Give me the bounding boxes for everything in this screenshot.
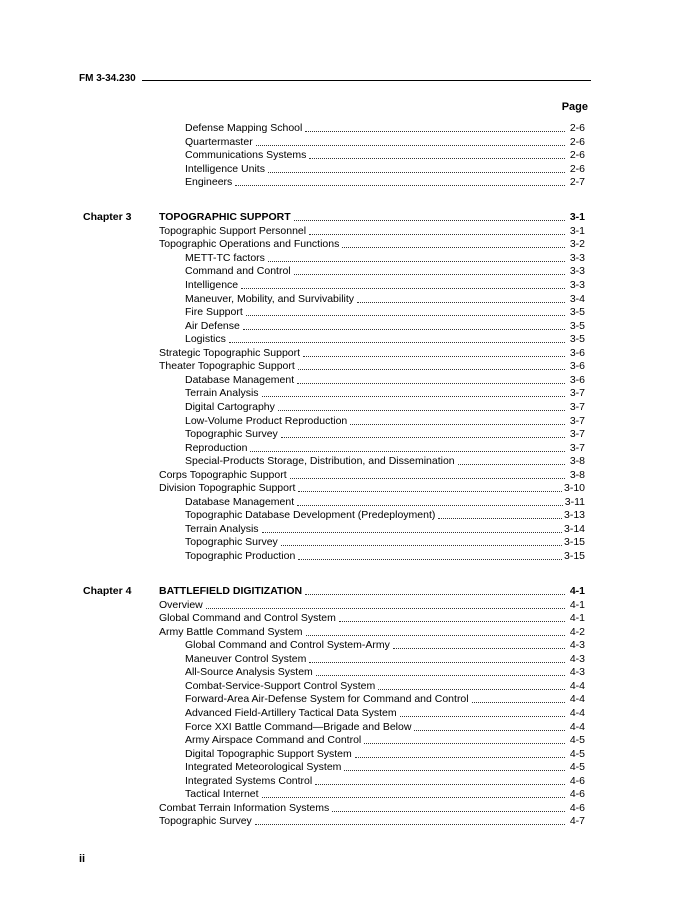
- toc-entry-page: 3-8: [569, 468, 585, 481]
- toc-entry-title: Topographic Survey: [185, 428, 278, 441]
- dot-leader: [303, 356, 565, 357]
- toc-entry[interactable]: [185, 638, 585, 652]
- toc-entry[interactable]: [185, 427, 585, 441]
- dot-leader: [316, 675, 565, 676]
- toc-entry[interactable]: [185, 774, 585, 788]
- toc-entry-title: METT-TC factors: [185, 251, 265, 264]
- toc-entry-title: Global Command and Control System: [159, 612, 336, 625]
- toc-entry[interactable]: [185, 652, 585, 666]
- toc-entry[interactable]: [185, 332, 585, 346]
- toc-entry-page: 3-11: [564, 495, 585, 508]
- toc-entry[interactable]: [159, 237, 585, 251]
- dot-leader: [305, 131, 565, 132]
- dot-leader: [315, 784, 565, 785]
- toc-entry-title: Special-Products Storage, Distribution, and Dissemination: [185, 455, 455, 468]
- toc-entry[interactable]: [185, 522, 585, 536]
- toc-entry-title: Logistics: [185, 333, 226, 346]
- dot-leader: [350, 424, 565, 425]
- toc-entry[interactable]: [185, 175, 585, 189]
- dot-leader: [364, 743, 565, 744]
- toc-entry[interactable]: [185, 787, 585, 801]
- toc-chapter-entry[interactable]: [159, 584, 585, 598]
- dot-leader: [229, 342, 565, 343]
- toc-entry-page: 4-5: [569, 761, 585, 774]
- dot-leader: [298, 491, 562, 492]
- toc-entry-title: Digital Topographic Support System: [185, 747, 352, 760]
- toc-entry-title: Defense Mapping School: [185, 122, 303, 134]
- toc-entry-title: Terrain Analysis: [185, 387, 259, 400]
- toc-entry-title: Quartermaster: [185, 135, 253, 148]
- toc-entry-title: Forward-Area Air-Defense System for Command and Control: [185, 693, 469, 706]
- dot-leader: [414, 730, 565, 731]
- toc-entry-page: 4-4: [569, 707, 585, 719]
- chapter-label: Chapter 3: [83, 210, 132, 223]
- toc-entry[interactable]: [159, 468, 585, 482]
- document-header: FM 3-34.230: [79, 73, 136, 84]
- toc-entry-page: 3-7: [569, 387, 585, 400]
- toc-entry-page: 3-8: [569, 455, 585, 468]
- toc-entry-page: 4-6: [569, 788, 585, 801]
- toc-entry-page: 3-7: [569, 414, 585, 427]
- toc-entry-title: Topographic Operations and Functions: [159, 238, 340, 251]
- toc-entry-title: Air Defense: [185, 319, 240, 332]
- toc-entry[interactable]: [185, 747, 585, 761]
- toc-entry-title: Army Battle Command System: [159, 625, 303, 638]
- toc-entry-title: Maneuver, Mobility, and Survivability: [185, 292, 355, 305]
- dot-leader: [305, 594, 565, 595]
- dot-leader: [256, 145, 565, 146]
- toc-entry-title: All-Source Analysis System: [185, 666, 313, 679]
- toc-entry-page: 4-3: [569, 639, 585, 652]
- chapter-label: Chapter 4: [83, 584, 132, 597]
- toc-entry-title: Topographic Production: [185, 550, 296, 562]
- toc-entry-title: Engineers: [185, 176, 233, 189]
- toc-entry-title: TOPOGRAPHIC SUPPORT: [159, 210, 291, 223]
- toc-entry-page: 3-6: [569, 346, 585, 359]
- dot-leader: [262, 532, 562, 533]
- toc-entry-title: Maneuver Control System: [185, 652, 307, 665]
- toc-entry-page: 4-4: [569, 693, 585, 706]
- dot-leader: [281, 545, 562, 546]
- toc-entry-title: Topographic Support Personnel: [159, 224, 307, 237]
- dot-leader: [332, 811, 565, 812]
- toc-entry-page: 3-6: [569, 373, 585, 386]
- toc-entry[interactable]: [185, 278, 585, 292]
- toc-entry[interactable]: [159, 481, 585, 495]
- toc-entry-page: 4-7: [569, 815, 585, 828]
- toc-entry-page: 4-6: [569, 774, 585, 787]
- dot-leader: [342, 247, 565, 248]
- toc-entry[interactable]: [185, 264, 585, 278]
- toc-entry-page: 4-1: [569, 598, 585, 611]
- toc-entry-title: Combat-Service-Support Control System: [185, 679, 376, 692]
- toc-entry[interactable]: [159, 801, 585, 815]
- toc-entry[interactable]: [185, 373, 585, 387]
- toc-entry-page: 4-2: [569, 625, 585, 638]
- toc-entry[interactable]: [185, 121, 585, 135]
- dot-leader: [243, 329, 565, 330]
- toc-entry-page: 3-7: [569, 400, 585, 413]
- toc-entry[interactable]: [185, 733, 585, 747]
- dot-leader: [309, 662, 565, 663]
- dot-leader: [297, 505, 563, 506]
- toc-entry-page: 2-6: [569, 135, 585, 148]
- dot-leader: [309, 158, 565, 159]
- page-number: ii: [79, 853, 86, 865]
- toc-entry-title: Intelligence Units: [185, 162, 265, 175]
- toc-entry-title: Terrain Analysis: [185, 522, 259, 535]
- toc-entry[interactable]: [185, 251, 585, 265]
- toc-entry[interactable]: [185, 441, 585, 455]
- dot-leader: [255, 824, 565, 825]
- toc-entry-page: 3-6: [569, 360, 585, 373]
- toc-entry-title: Strategic Topographic Support: [159, 346, 301, 359]
- toc-entry[interactable]: [185, 760, 585, 774]
- toc-entry[interactable]: [159, 359, 585, 373]
- toc-entry[interactable]: [185, 549, 585, 563]
- toc-entry-page: 3-15: [563, 550, 585, 562]
- toc-entry-page: 2-7: [569, 176, 585, 189]
- dot-leader: [235, 185, 565, 186]
- toc-entry[interactable]: [185, 292, 585, 306]
- toc-entry-page: 2-6: [569, 149, 585, 162]
- dot-leader: [246, 315, 565, 316]
- toc-entry[interactable]: [185, 135, 585, 149]
- toc-entry[interactable]: [159, 598, 585, 612]
- toc-entry-page: 4-4: [569, 679, 585, 692]
- toc-chapter-entry[interactable]: [159, 210, 585, 224]
- toc-entry-page: 4-4: [569, 720, 585, 733]
- toc-entry-title: Fire Support: [185, 306, 243, 319]
- toc-entry[interactable]: [185, 508, 585, 522]
- toc-entry-title: Command and Control: [185, 265, 291, 278]
- toc-entry[interactable]: [159, 611, 585, 625]
- toc-entry-page: 3-5: [569, 333, 585, 346]
- toc-entry-page: 4-6: [569, 801, 585, 814]
- dot-leader: [268, 261, 565, 262]
- toc-entry-title: Division Topographic Support: [159, 482, 296, 495]
- toc-entry-title: Reproduction: [185, 441, 248, 454]
- toc-entry-page: 3-7: [569, 428, 585, 441]
- dot-leader: [262, 797, 565, 798]
- toc-entry[interactable]: [185, 386, 585, 400]
- toc-entry-title: Intelligence: [185, 279, 239, 291]
- dot-leader: [393, 648, 565, 649]
- toc-entry-title: Theater Topographic Support: [159, 360, 295, 373]
- toc-entry-title: Topographic Survey: [185, 536, 278, 549]
- dot-leader: [206, 608, 565, 609]
- toc-entry[interactable]: [185, 305, 585, 319]
- dot-leader: [290, 478, 565, 479]
- header-rule: [142, 80, 591, 81]
- toc-entry[interactable]: [185, 720, 585, 734]
- toc-entry-title: Global Command and Control System-Army: [185, 639, 390, 652]
- toc-entry-page: 3-13: [563, 509, 585, 522]
- toc-entry-page: 3-1: [569, 224, 585, 237]
- toc-entry-page: 3-7: [569, 441, 585, 454]
- page-column-label: Page: [561, 101, 588, 113]
- dot-leader: [278, 410, 565, 411]
- dot-leader: [298, 559, 562, 560]
- toc-entry[interactable]: [185, 665, 585, 679]
- toc-entry-title: Corps Topographic Support: [159, 468, 287, 481]
- toc-entry[interactable]: [185, 706, 585, 720]
- toc-entry-page: 4-3: [569, 652, 585, 665]
- dot-leader: [250, 451, 565, 452]
- toc-entry-title: Advanced Field-Artillery Tactical Data System: [185, 707, 397, 719]
- dot-leader: [297, 383, 565, 384]
- dot-leader: [294, 274, 565, 275]
- dot-leader: [298, 369, 565, 370]
- toc-entry-title: Topographic Survey: [159, 815, 252, 828]
- toc-entry-page: 2-6: [569, 122, 585, 134]
- dot-leader: [355, 757, 565, 758]
- toc-entry-page: 4-5: [569, 734, 585, 747]
- toc-entry-title: Integrated Meteorological System: [185, 761, 342, 774]
- toc-entry-title: Digital Cartography: [185, 400, 275, 413]
- toc-entry-page: 3-3: [569, 265, 585, 278]
- toc-entry[interactable]: [185, 400, 585, 414]
- toc-entry-page: 2-6: [569, 162, 585, 175]
- toc-entry-page: 3-14: [563, 522, 585, 535]
- toc-entry-page: 3-4: [569, 292, 585, 305]
- toc-entry[interactable]: [159, 224, 585, 238]
- toc-entry-page: 3-5: [569, 306, 585, 319]
- toc-entry-title: Integrated Systems Control: [185, 774, 313, 787]
- dot-leader: [378, 689, 565, 690]
- dot-leader: [438, 518, 562, 519]
- toc-entry[interactable]: [185, 679, 585, 693]
- toc-entry-page: 3-1: [569, 210, 585, 223]
- dot-leader: [241, 288, 565, 289]
- toc-entry-title: Force XXI Battle Command—Brigade and Below: [185, 720, 412, 733]
- toc-entry-page: 4-5: [569, 747, 585, 760]
- toc-entry[interactable]: [159, 814, 585, 828]
- toc-entry-title: Overview: [159, 598, 203, 611]
- toc-entry-title: Combat Terrain Information Systems: [159, 801, 330, 814]
- toc-entry-title: Communications Systems: [185, 149, 307, 162]
- toc-entry-page: 3-15: [563, 536, 585, 549]
- dot-leader: [262, 396, 565, 397]
- toc-entry[interactable]: [185, 148, 585, 162]
- dot-leader: [294, 220, 565, 221]
- toc-entry-title: Low-Volume Product Reproduction: [185, 414, 348, 427]
- toc-entry-page: 3-2: [569, 238, 585, 251]
- dot-leader: [268, 172, 565, 173]
- dot-leader: [339, 621, 565, 622]
- toc-entry[interactable]: [159, 625, 585, 639]
- dot-leader: [281, 437, 565, 438]
- dot-leader: [400, 716, 565, 717]
- toc-entry[interactable]: [185, 692, 585, 706]
- toc-entry-page: 3-10: [563, 482, 585, 495]
- toc-entry-page: 3-5: [569, 319, 585, 332]
- toc-entry-title: Tactical Internet: [185, 788, 259, 801]
- toc-entry-page: 4-1: [569, 584, 585, 597]
- toc-entry-page: 4-1: [569, 612, 585, 625]
- toc-entry[interactable]: [159, 346, 585, 360]
- dot-leader: [306, 635, 565, 636]
- dot-leader: [357, 302, 565, 303]
- dot-leader: [458, 464, 565, 465]
- toc-entry[interactable]: [185, 535, 585, 549]
- dot-leader: [309, 234, 565, 235]
- toc-entry-title: Army Airspace Command and Control: [185, 734, 362, 747]
- toc-entry[interactable]: [185, 319, 585, 333]
- toc-entry-page: 3-3: [569, 251, 585, 264]
- toc-entry[interactable]: [185, 495, 585, 509]
- toc-entry[interactable]: [185, 414, 585, 428]
- toc-entry-title: Database Management: [185, 373, 295, 386]
- toc-entry-page: 4-3: [569, 666, 585, 679]
- toc-entry-title: BATTLEFIELD DIGITIZATION: [159, 584, 303, 597]
- toc-entry-title: Database Management: [185, 495, 295, 508]
- toc-entry[interactable]: [185, 162, 585, 176]
- toc-entry-page: 3-3: [569, 279, 585, 291]
- toc-entry[interactable]: [185, 454, 585, 468]
- dot-leader: [344, 770, 565, 771]
- toc-entry-title: Topographic Database Development (Predeployment): [185, 509, 436, 522]
- dot-leader: [472, 702, 565, 703]
